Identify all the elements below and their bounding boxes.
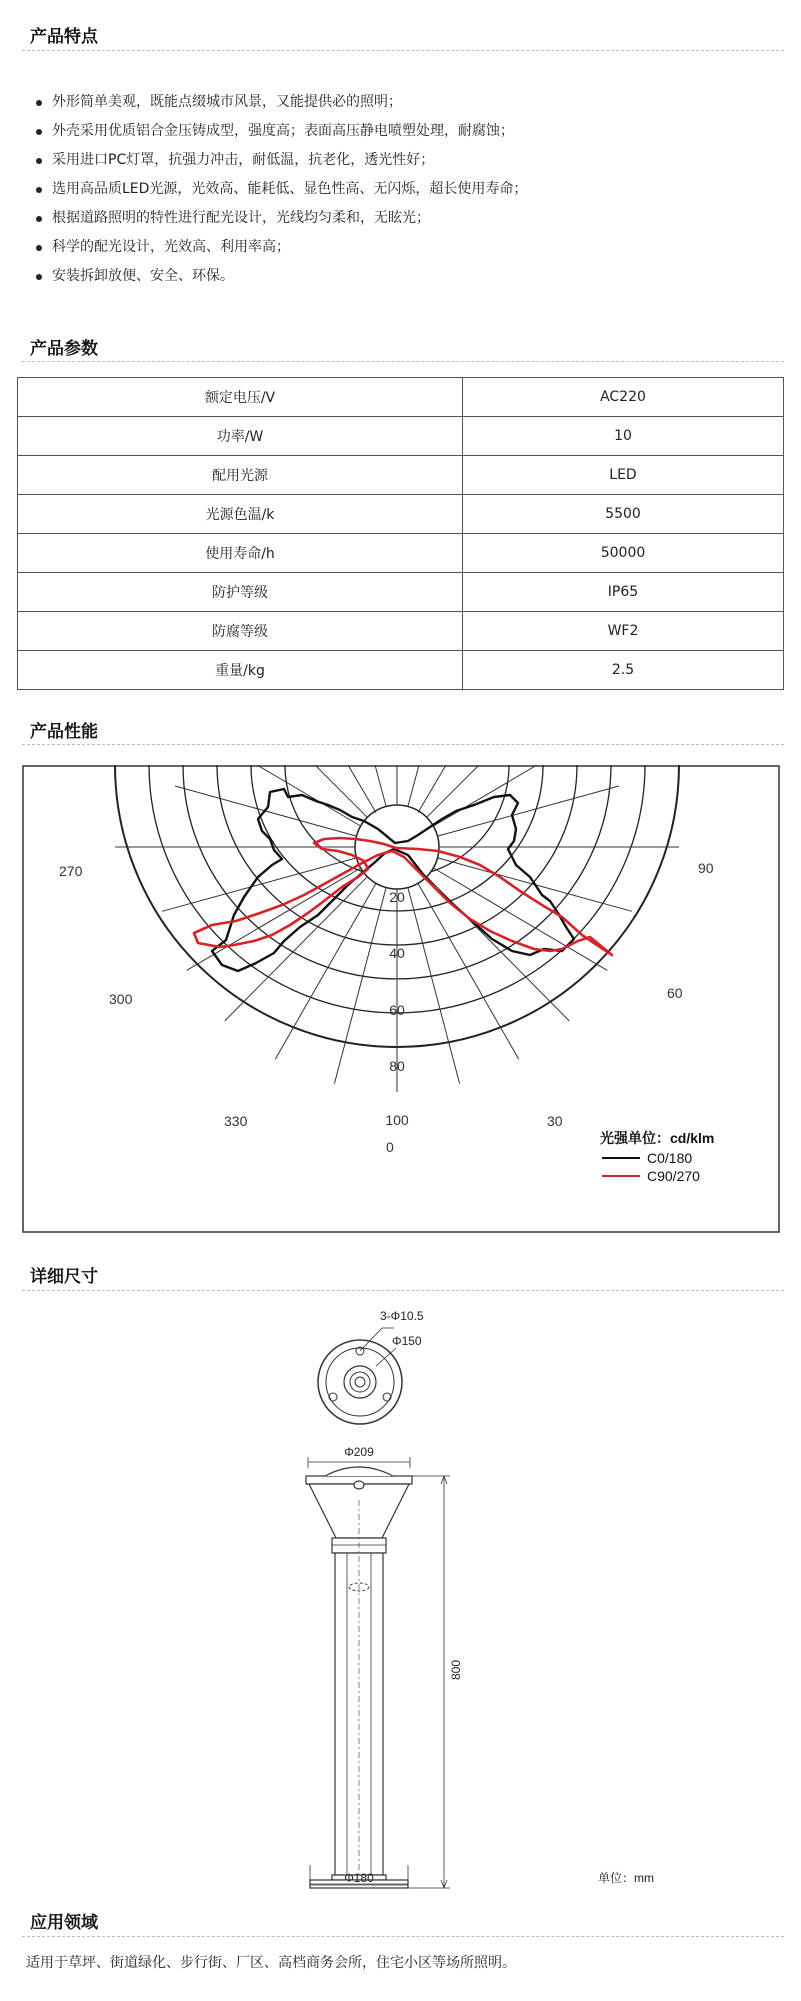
inner-diameter-label: Φ150 xyxy=(392,1334,422,1348)
feature-item: 根据道路照明的特性进行配光设计，光线均匀柔和，无眩光； xyxy=(34,204,527,233)
top-view xyxy=(318,1328,402,1424)
angle-label-0: 0 xyxy=(386,1139,394,1155)
table-row xyxy=(18,612,784,651)
top-diameter-label: Φ209 xyxy=(344,1445,374,1459)
feature-item: 采用进口PC灯罩，抗强力冲击，耐低温，抗老化，透光性好； xyxy=(34,146,527,175)
application-title: 应用领域 xyxy=(30,1913,98,1933)
hole-label: 3-Φ10.5 xyxy=(380,1309,424,1323)
dimensions-divider xyxy=(22,1290,784,1291)
table-row xyxy=(18,573,784,612)
feature-item: 外形简单美观，既能点缀城市风景，又能提供必的照明； xyxy=(34,88,527,117)
param-value: 5500 xyxy=(463,495,784,534)
param-label: 配用光源 xyxy=(18,456,463,495)
features-title: 产品特点 xyxy=(30,27,98,47)
param-label: 光源色温/k xyxy=(18,495,463,534)
radial-label: 100 xyxy=(385,1112,409,1128)
feature-item: 安装拆卸放便、安全、环保。 xyxy=(34,262,527,291)
feature-item: 选用高品质LED光源，光效高、能耗低、显色性高、无闪烁，超长使用寿命； xyxy=(34,175,527,204)
params-title: 产品参数 xyxy=(30,339,98,359)
polar-light-distribution-diagram xyxy=(22,765,782,1235)
angle-label-60: 60 xyxy=(667,985,683,1001)
param-label: 使用寿命/h xyxy=(18,534,463,573)
param-value: AC220 xyxy=(463,378,784,417)
angle-label-30: 30 xyxy=(547,1113,563,1129)
features-divider xyxy=(22,50,784,51)
features-list xyxy=(34,88,527,291)
unit-label: 单位：mm xyxy=(598,1871,654,1885)
table-row xyxy=(18,378,784,417)
base-dimension xyxy=(300,1855,680,1895)
radial-label: 40 xyxy=(389,945,405,961)
table-row xyxy=(18,456,784,495)
radial-label: 60 xyxy=(389,1002,405,1018)
dimension-drawing xyxy=(290,1300,690,1890)
param-value: LED xyxy=(463,456,784,495)
performance-divider xyxy=(22,744,784,745)
height-label: 800 xyxy=(449,1659,463,1681)
legend-label-c0: C0/180 xyxy=(647,1150,693,1166)
radial-label: 80 xyxy=(389,1058,405,1074)
performance-title: 产品性能 xyxy=(30,722,98,742)
param-label: 额定电压/V xyxy=(18,378,463,417)
application-divider xyxy=(22,1936,784,1937)
height-dimension xyxy=(405,1476,450,1888)
dimensions-title: 详细尺寸 xyxy=(30,1267,98,1287)
param-label: 防腐等级 xyxy=(18,612,463,651)
param-value: IP65 xyxy=(463,573,784,612)
param-value: 10 xyxy=(463,417,784,456)
param-label: 重量/kg xyxy=(18,651,463,690)
angle-label-330: 330 xyxy=(224,1113,248,1129)
param-label: 功率/W xyxy=(18,417,463,456)
legend-label-c90: C90/270 xyxy=(647,1168,700,1184)
table-row xyxy=(18,495,784,534)
angle-label-270: 270 xyxy=(59,863,83,879)
feature-item: 外壳采用优质铝合金压铸成型，强度高；表面高压静电喷塑处理，耐腐蚀； xyxy=(34,117,527,146)
radial-label: 20 xyxy=(389,889,405,905)
legend-title: 光强单位：cd/klm xyxy=(600,1130,715,1146)
feature-item: 科学的配光设计，光效高、利用率高； xyxy=(34,233,527,262)
params-divider xyxy=(22,361,784,362)
table-row xyxy=(18,417,784,456)
param-label: 防护等级 xyxy=(18,573,463,612)
base-diameter-label: Φ180 xyxy=(344,1871,374,1885)
table-row xyxy=(18,534,784,573)
params-table xyxy=(17,377,784,690)
side-view xyxy=(306,1467,412,1888)
param-value: 50000 xyxy=(463,534,784,573)
param-value: 2.5 xyxy=(463,651,784,690)
angle-label-300: 300 xyxy=(109,991,133,1007)
param-value: WF2 xyxy=(463,612,784,651)
angle-label-90: 90 xyxy=(698,860,714,876)
table-row xyxy=(18,651,784,690)
application-text: 适用于草坪、街道绿化、步行街、厂区、高档商务会所，住宅小区等场所照明。 xyxy=(26,1955,516,1971)
